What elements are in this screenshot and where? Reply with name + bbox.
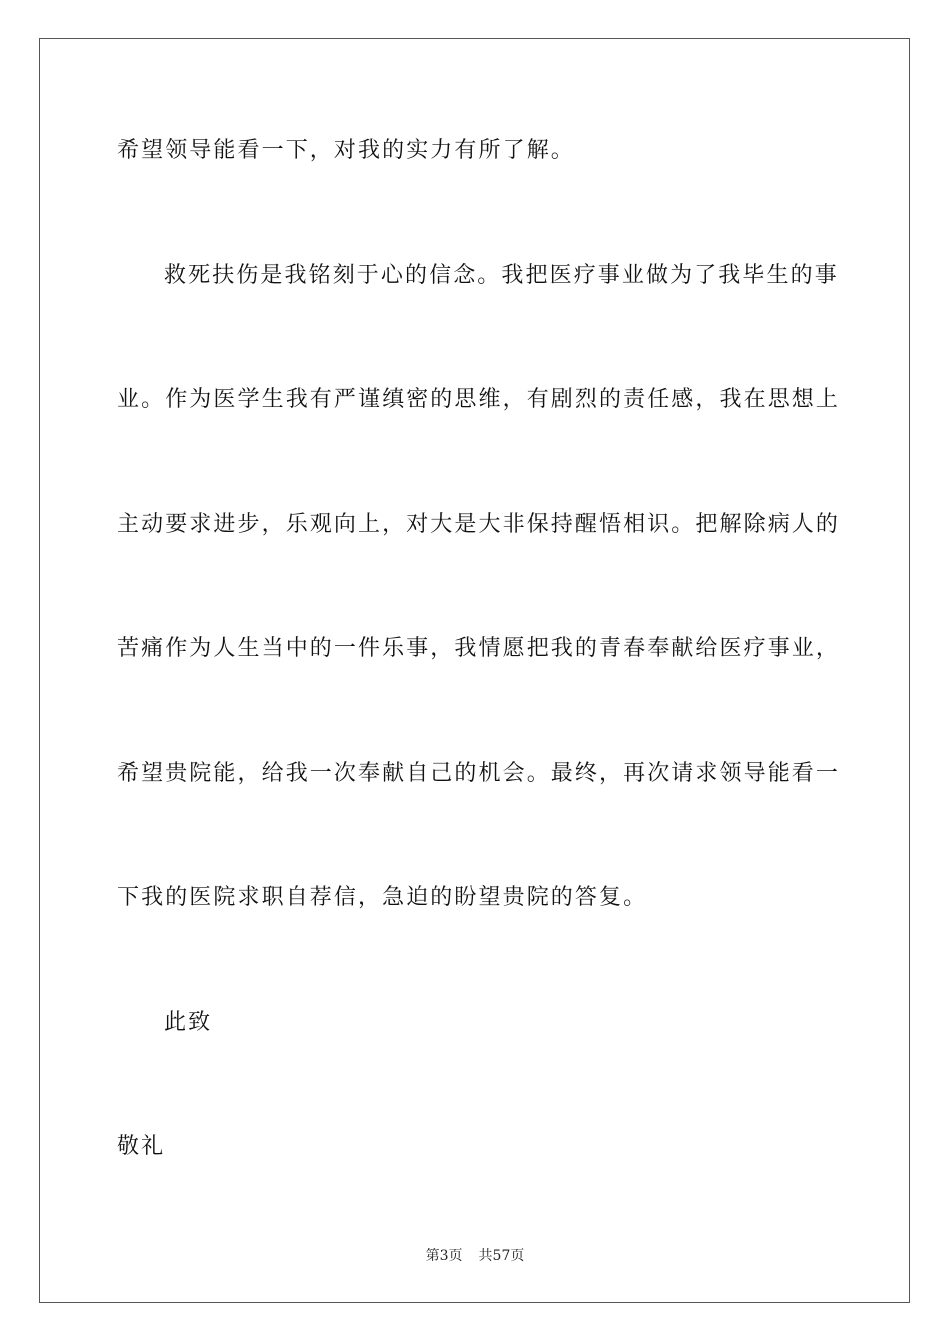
closing-salutation: 此致	[164, 1010, 213, 1035]
text-line-3: 业。作为医学生我有严谨缜密的思维，有剧烈的责任感，我在思想上	[117, 387, 841, 412]
page-border	[39, 38, 910, 1303]
closing-regards: 敬礼	[117, 1134, 166, 1159]
text-line-6: 希望贵院能，给我一次奉献自己的机会。最终，再次请求领导能看一	[117, 761, 841, 786]
page-total: 共57页	[478, 1248, 525, 1264]
page-footer	[0, 1247, 950, 1265]
text-line-7: 下我的医院求职自荐信，急迫的盼望贵院的答复。	[117, 885, 648, 910]
text-line-5: 苦痛作为人生当中的一件乐事，我情愿把我的青春奉献给医疗事业，	[117, 636, 841, 661]
text-line-1: 希望领导能看一下，对我的实力有所了解。	[117, 138, 575, 163]
text-line-2: 救死扶伤是我铭刻于心的信念。我把医疗事业做为了我毕生的事	[164, 263, 839, 288]
text-line-4: 主动要求进步，乐观向上，对大是大非保持醒悟相识。把解除病人的	[117, 512, 841, 537]
page-number: 第3页	[425, 1248, 463, 1264]
